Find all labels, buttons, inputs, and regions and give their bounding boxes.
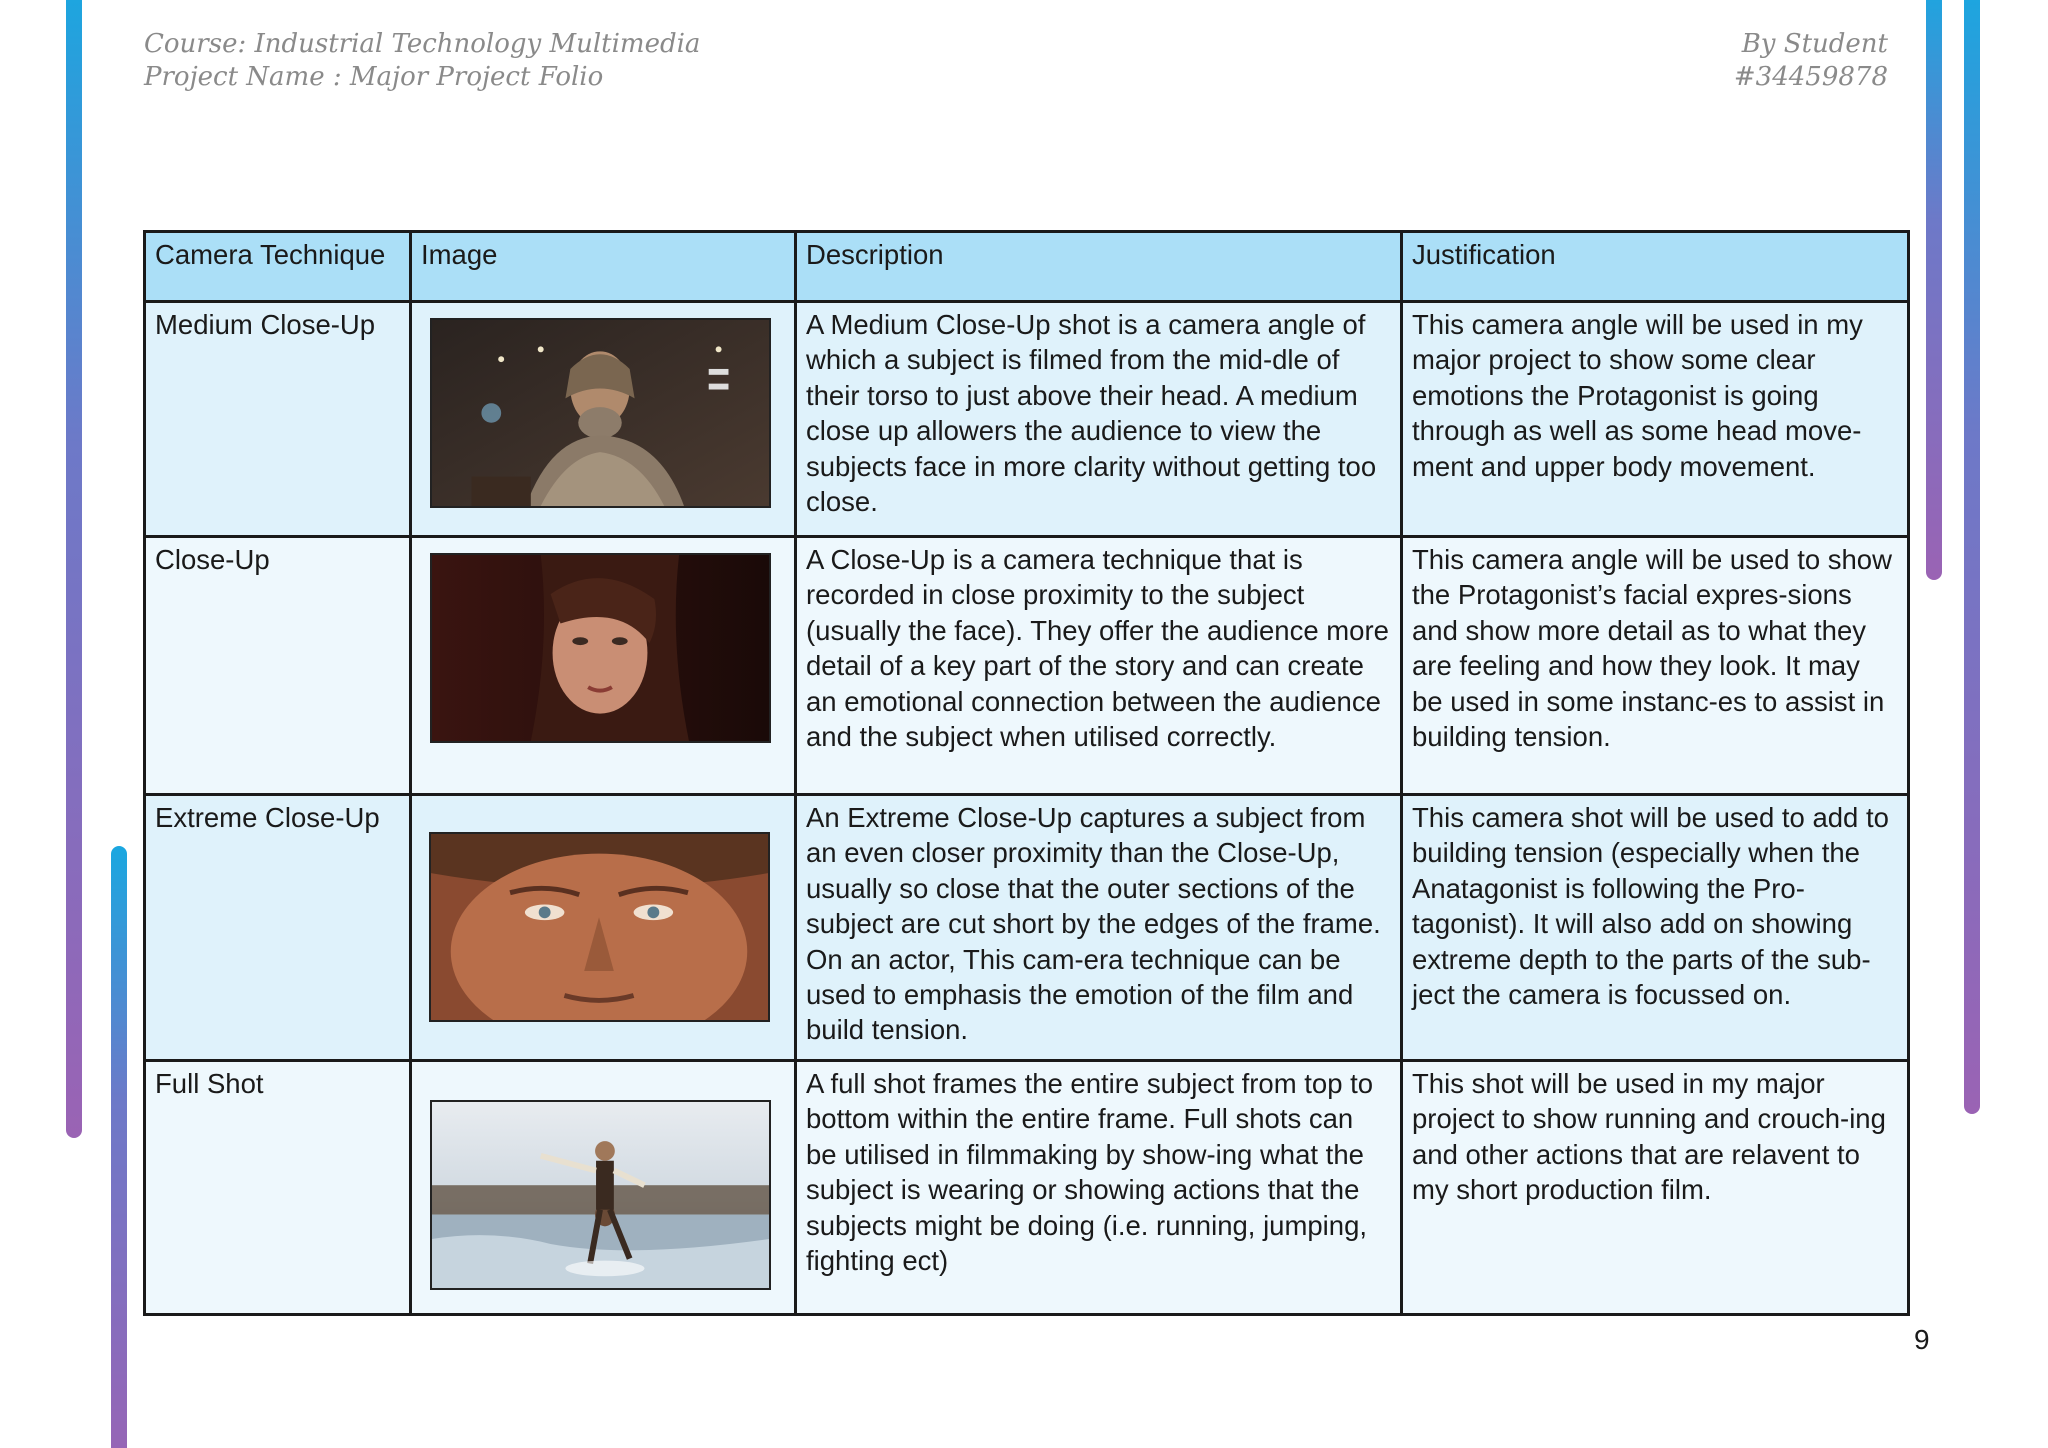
project-name: Project Name : Major Project Folio <box>144 62 604 92</box>
image-cell <box>411 537 796 795</box>
technique-cell: Full Shot <box>145 1061 411 1315</box>
extreme-close-up-image <box>429 832 770 1022</box>
description-cell: A Medium Close-Up shot is a camera angle of which a subject is filmed from the mid-dle of their torso to just above their head. A medium close up allowers the audience to view the subjects face in more clarity without getting too close. <box>796 302 1402 537</box>
technique-cell: Medium Close-Up <box>145 302 411 537</box>
description-cell: A Close-Up is a camera technique that is recorded in close proximity to the subject (usually the face). They offer the audience more detail of a key part of the story and can create an emotional connection between the audience and the subject when utilised correctly. <box>796 537 1402 795</box>
image-cell <box>411 795 796 1061</box>
description-cell: A full shot frames the entire subject from top to bottom within the entire frame. Full shots can be utilised in filmmaking by show-ing what the subject is wearing or showing actions that the subjects might be doing (i.e. running, jumping, fighting ect) <box>796 1061 1402 1315</box>
decorative-stripe-left-long <box>66 0 82 1138</box>
technique-cell: Close-Up <box>145 537 411 795</box>
column-header-justification: Justification <box>1402 232 1909 302</box>
decorative-stripe-left-short <box>111 846 127 1448</box>
column-header-image: Image <box>411 232 796 302</box>
table-row <box>145 302 1909 537</box>
column-header-technique: Camera Technique <box>145 232 411 302</box>
table-row <box>145 795 1909 1061</box>
image-cell <box>411 1061 796 1315</box>
close-up-image <box>430 553 771 743</box>
camera-technique-table <box>143 230 1910 1316</box>
author-label: By Student <box>1741 29 1888 59</box>
page-header-left <box>144 28 700 94</box>
column-header-description: Description <box>796 232 1402 302</box>
table-header-row <box>145 232 1909 302</box>
course-title: Course: Industrial Technology Multimedia <box>144 29 701 59</box>
full-shot-image <box>430 1100 771 1290</box>
justification-cell: This shot will be used in my major project to show running and crouch-ing and other actions that are relavent to my short production film. <box>1402 1061 1909 1315</box>
justification-cell: This camera angle will be used to show the Protagonist’s facial expres-sions and show more detail as to what they are feeling and how they look. It may be used in some instanc-es to assist in building tension. <box>1402 537 1909 795</box>
student-id: #34459878 <box>1733 62 1888 92</box>
image-cell <box>411 302 796 537</box>
table-row <box>145 1061 1909 1315</box>
table-row <box>145 537 1909 795</box>
justification-cell: This camera shot will be used to add to building tension (especially when the Anatagonist is following the Pro-tagonist). It will also add on showing extreme depth to the parts of the sub-ject the camera is focussed on. <box>1402 795 1909 1061</box>
decorative-stripe-right-short <box>1926 0 1942 580</box>
page-header-right <box>1734 28 1888 94</box>
description-cell: An Extreme Close-Up captures a subject from an even closer proximity than the Close-Up, usually so close that the outer sections of the subject are cut short by the edges of the frame. On an actor, This cam-era technique can be used to emphasis the emotion of the film and build tension. <box>796 795 1402 1061</box>
decorative-stripe-right-long <box>1964 0 1980 1114</box>
page-number: 9 <box>1914 1324 1930 1355</box>
medium-close-up-image <box>430 318 771 508</box>
justification-cell: This camera angle will be used in my major project to show some clear emotions the Protagonist is going through as well as some head move-ment and upper body movement. <box>1402 302 1909 537</box>
technique-cell: Extreme Close-Up <box>145 795 411 1061</box>
